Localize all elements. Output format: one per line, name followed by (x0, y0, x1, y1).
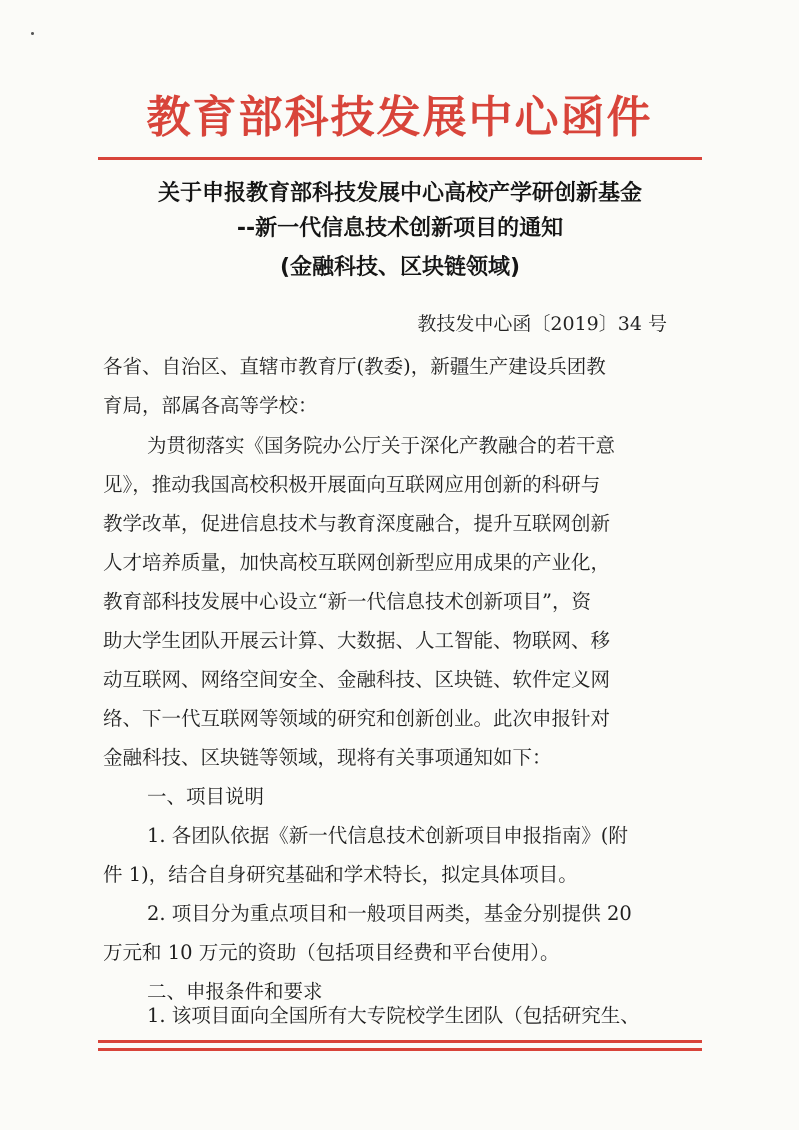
title-line-3: (金融科技、区块链领域) (279, 255, 521, 280)
body-line: 件 1)，结合自身研究基础和学术特长，拟定具体项目。 (103, 863, 578, 886)
title-line-1: 关于申报教育部科技发展中心高校产学研创新基金 (157, 181, 642, 206)
body-line: 1. 各团队依据《新一代信息技术创新项目申报指南》(附 (147, 824, 628, 847)
body-line: 2. 项目分为重点项目和一般项目两类，基金分别提供 20 (147, 902, 632, 925)
body-line: 金融科技、区块链等领域，现将有关事项通知如下： (103, 746, 552, 769)
footer-rule-top (98, 1040, 702, 1043)
title-line-2: --新一代信息技术创新项目的通知 (236, 216, 564, 241)
letterhead: 教育部科技发展中心函件 (146, 92, 653, 143)
body-line: 助大学生团队开展云计算、大数据、人工智能、物联网、移 (103, 629, 611, 652)
body-line: 育局，部属各高等学校： (103, 394, 318, 417)
body-line: 教育部科技发展中心设立“新一代信息技术创新项目”，资 (103, 590, 591, 613)
letterhead-rule (98, 157, 702, 160)
body-line: 各省、自治区、直辖市教育厅(教委)，新疆生产建设兵团教 (103, 355, 606, 378)
scan-speck (31, 32, 34, 35)
body-line: 万元和 10 万元的资助（包括项目经费和平台使用）。 (103, 941, 560, 964)
body-line: 见》，推动我国高校积极开展面向互联网应用创新的科研与 (103, 473, 601, 496)
document-number: 教技发中心函〔2019〕34 号 (417, 313, 667, 335)
body-line: 为贯彻落实《国务院办公厅关于深化产教融合的若干意 (147, 434, 616, 457)
section-heading: 二、申报条件和要求 (147, 980, 323, 1003)
body-line: 人才培养质量，加快高校互联网创新型应用成果的产业化， (103, 551, 611, 574)
body-line: 1. 该项目面向全国所有大专院校学生团队（包括研究生、 (147, 1004, 640, 1027)
body-line: 动互联网、网络空间安全、金融科技、区块链、软件定义网 (103, 668, 611, 691)
body-line: 络、下一代互联网等领域的研究和创新创业。此次申报针对 (103, 707, 611, 730)
section-heading: 一、项目说明 (147, 785, 265, 808)
footer-rule-bottom (98, 1048, 702, 1051)
body-line: 教学改革，促进信息技术与教育深度融合，提升互联网创新 (103, 512, 611, 535)
